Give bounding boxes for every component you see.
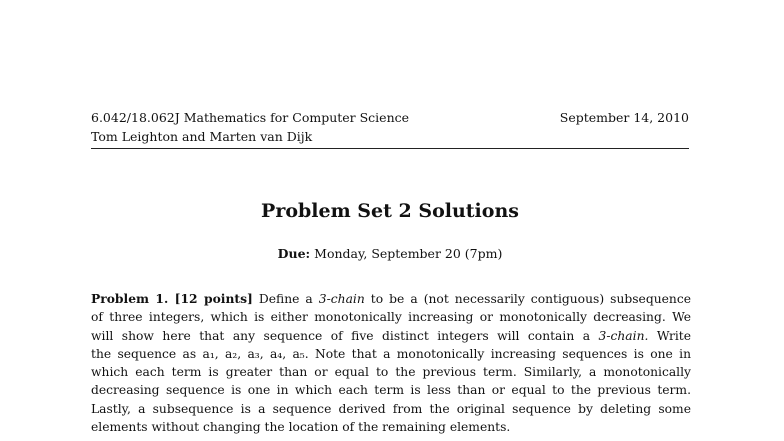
due-line xyxy=(91,245,689,263)
course-title: 6.042/18.062J Mathematics for Computer Science xyxy=(91,110,410,125)
problem-line xyxy=(91,290,691,308)
problem-line: which each term is greater than or equal to the previous term. Similarly, a monotonically xyxy=(91,365,691,380)
problem-line xyxy=(91,327,691,345)
header-top-row xyxy=(91,108,689,127)
page-header xyxy=(91,108,689,146)
problem-line: the sequence as a₁, a₂, a₃, a₄, a₅. Note that a monotonically increasing sequences is one in xyxy=(91,346,691,361)
problem-line: decreasing sequence is one in which each term is less than or equal to the previous term. xyxy=(91,383,691,398)
problem-line: of three integers, which is either monotonically increasing or monotonically decreasing. We xyxy=(91,310,691,325)
header-bottom-row xyxy=(91,127,689,146)
header-rule xyxy=(91,148,689,149)
problem-1 xyxy=(91,290,691,436)
term-3-chain: 3-chain xyxy=(318,292,365,306)
term-3-chain: 3-chain. xyxy=(598,328,649,343)
problem-line: Lastly, a subsequence is a sequence derived from the original sequence by deleting some xyxy=(91,401,691,416)
authors: Tom Leighton and Marten van Dijk xyxy=(91,129,313,144)
page-title: Problem Set 2 Solutions xyxy=(261,200,519,222)
header-date: September 14, 2010 xyxy=(559,110,689,125)
problem-text: will show here that any sequence of five distinct integers will contain a xyxy=(91,328,599,343)
due-label: Due: xyxy=(277,246,311,261)
problem-text: Write xyxy=(648,328,691,343)
due-value: Monday, September 20 (7pm) xyxy=(314,246,503,261)
problem-text: to be a (not necessarily contiguous) subsequence xyxy=(364,292,691,306)
problem-line: elements without changing the location of the remaining elements. xyxy=(91,420,511,435)
problem-text: Define a xyxy=(258,292,319,306)
problem-heading: Problem 1. [12 points] xyxy=(91,291,253,306)
